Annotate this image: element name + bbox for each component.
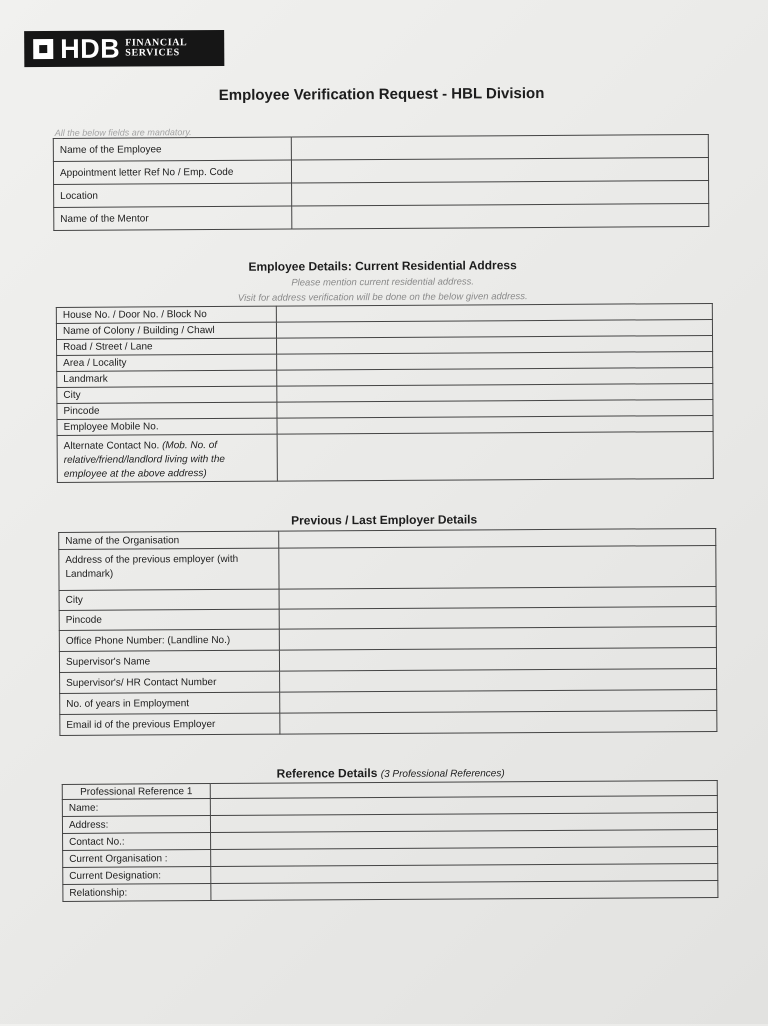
- field-label: Pincode: [59, 609, 279, 630]
- reference-title: Reference Details: [276, 766, 378, 781]
- address-visit-note: Visit for address verification will be done on the below given address.: [237, 291, 528, 304]
- previous-city-field[interactable]: [279, 586, 716, 609]
- logo-mark-icon: [30, 36, 56, 62]
- employee-name-field[interactable]: [291, 134, 708, 160]
- field-label: Address:: [62, 816, 210, 834]
- alternate-contact-label: [57, 434, 277, 482]
- logo-tagline-line2: SERVICES: [125, 47, 180, 59]
- table-row: [63, 880, 718, 901]
- field-label: Email id of the previous Employer: [60, 713, 280, 735]
- supervisor-name-field[interactable]: [279, 647, 716, 671]
- field-label: Current Organisation :: [63, 850, 211, 868]
- field-label: City: [59, 589, 279, 610]
- emp-code-field[interactable]: [291, 157, 708, 183]
- address-note: Please mention current residential address.: [291, 276, 475, 289]
- table-row: [54, 203, 709, 230]
- field-label: Name of the Mentor: [54, 206, 292, 230]
- years-employment-field[interactable]: [280, 689, 717, 713]
- basic-details-table: [53, 134, 710, 231]
- field-label: Employee Mobile No.: [57, 418, 277, 435]
- reference-table: [62, 780, 719, 902]
- alternate-contact-note: (Mob. No. of relative/friend/landlord living with the employee at the above address): [63, 439, 225, 480]
- mentor-name-field[interactable]: [292, 203, 709, 229]
- field-label: City: [57, 386, 277, 403]
- hdb-logo: [24, 30, 224, 67]
- supervisor-contact-field[interactable]: [280, 668, 717, 692]
- office-phone-field[interactable]: [279, 626, 716, 650]
- field-label: Name of the Organisation: [59, 531, 279, 549]
- field-label: Road / Street / Lane: [57, 338, 277, 355]
- field-label: Landmark: [57, 370, 277, 387]
- field-label: Location: [54, 183, 292, 207]
- table-row: [60, 710, 717, 735]
- field-label: Address of the previous employer (with Landmark): [59, 548, 279, 590]
- field-label: Appointment letter Ref No / Emp. Code: [53, 160, 291, 184]
- previous-employer-title: Previous / Last Employer Details: [291, 512, 478, 528]
- previous-employer-table: [58, 528, 717, 736]
- field-label: Name of Colony / Building / Chawl: [56, 322, 276, 339]
- field-label: Name:: [62, 799, 210, 817]
- table-row: [57, 431, 713, 482]
- field-label: Relationship:: [63, 884, 211, 902]
- field-label: Area / Locality: [57, 354, 277, 371]
- previous-email-field[interactable]: [280, 710, 717, 734]
- logo-tagline: [125, 38, 187, 58]
- field-label: Supervisor's Name: [59, 650, 279, 672]
- address-section-title: Employee Details: Current Residential Address: [248, 258, 517, 274]
- reference-subtitle: (3 Professional References): [380, 768, 505, 781]
- logo-brand: HDB: [60, 33, 121, 64]
- field-label: Name of the Employee: [53, 137, 291, 161]
- field-label: Pincode: [57, 402, 277, 419]
- previous-pincode-field[interactable]: [279, 606, 716, 629]
- table-row: [59, 545, 716, 590]
- field-label: Contact No.:: [63, 833, 211, 851]
- location-field[interactable]: [292, 180, 709, 206]
- ref-relationship-field[interactable]: [211, 880, 718, 900]
- mandatory-note: All the below fields are mandatory.: [54, 127, 192, 138]
- logo-tagline-line1: FINANCIAL: [125, 37, 188, 49]
- field-label: No. of years in Employment: [60, 692, 280, 714]
- page-title: Employee Verification Request - HBL Division: [218, 84, 545, 104]
- field-label: Supervisor's/ HR Contact Number: [60, 671, 280, 693]
- previous-address-field[interactable]: [279, 545, 716, 589]
- reference-header: Professional Reference 1: [62, 784, 210, 800]
- field-label: Current Designation:: [63, 867, 211, 885]
- field-label: Office Phone Number: (Landline No.): [59, 629, 279, 651]
- address-table: [56, 303, 714, 483]
- field-label: House No. / Door No. / Block No: [56, 306, 276, 323]
- alternate-contact-field[interactable]: [277, 431, 713, 481]
- alternate-contact-title: Alternate Contact No.: [63, 440, 160, 452]
